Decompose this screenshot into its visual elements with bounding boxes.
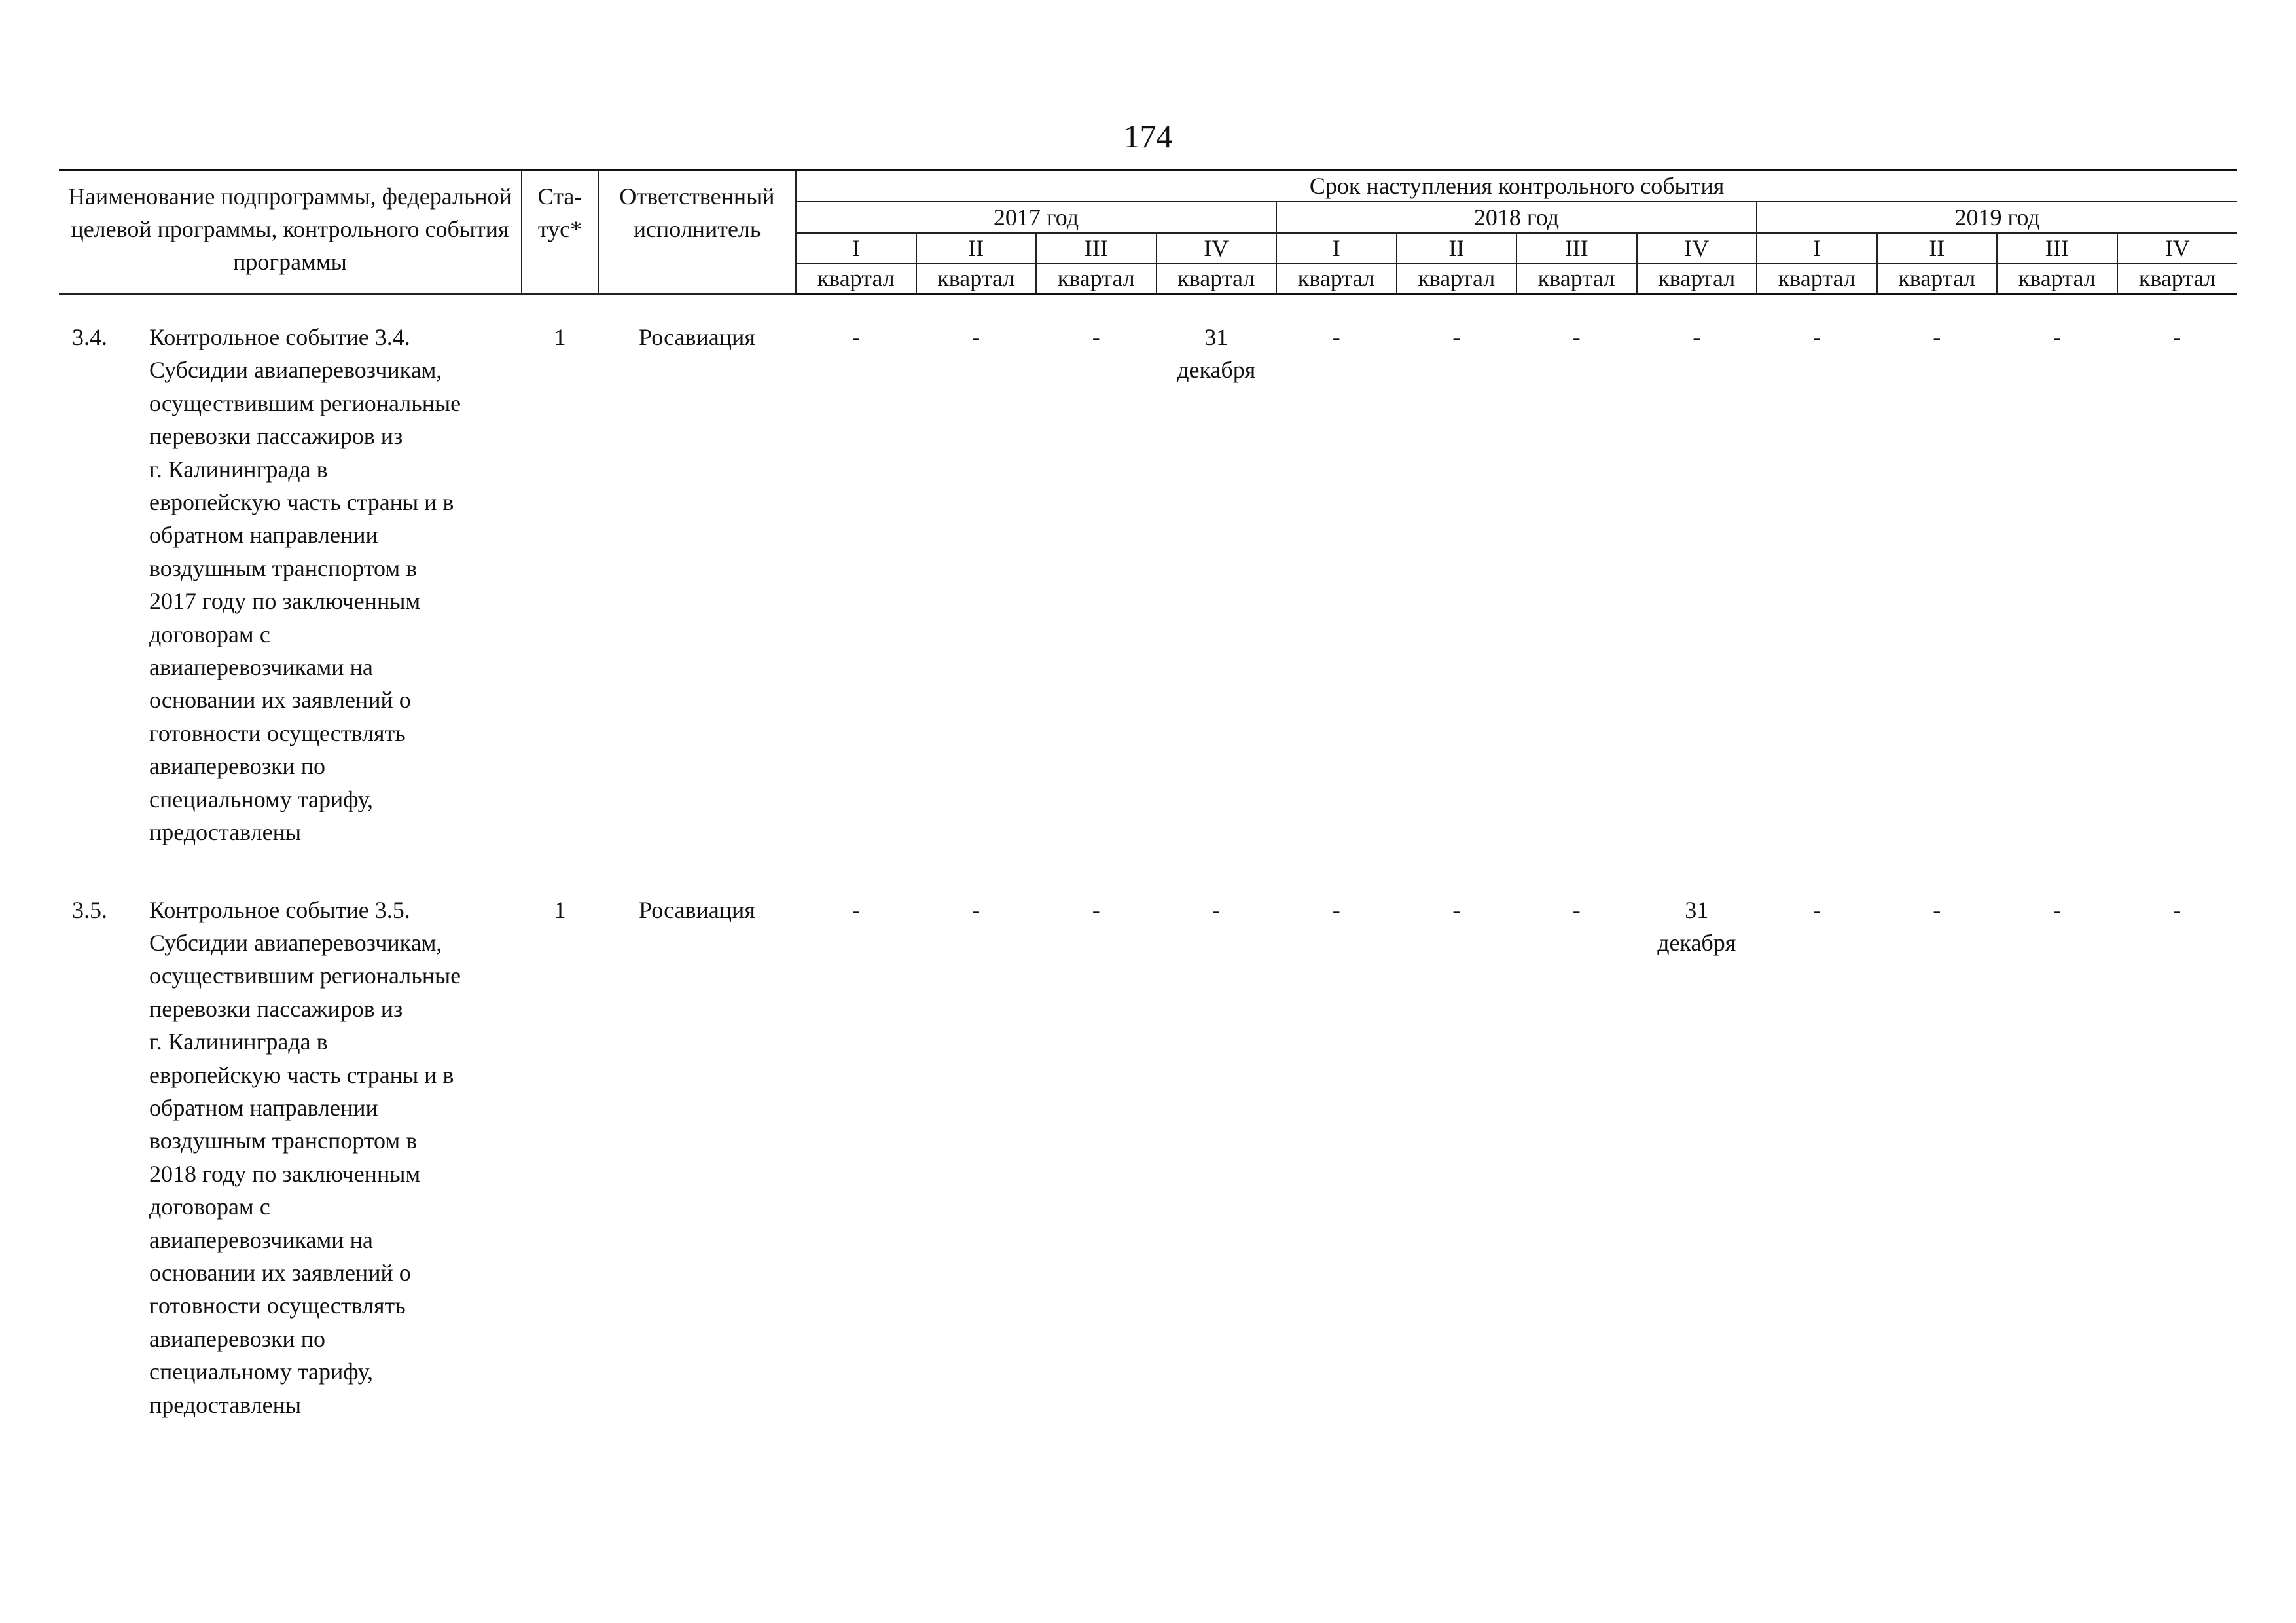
header-quarter-number: I bbox=[1812, 235, 1821, 261]
event-description: Контрольное событие 3.5. Субсидии авиаперевозчикам, осуществившим региональные перевозки пассажиров из г. Калининграда в европейскую часть страны и в обратном направлении воздушным транспортом в 2018 году по заключенным договорам с авиаперевозчиками на основании их заявлений о готовности осуществлять авиаперевозки по специальному тарифу, предоставлены bbox=[149, 896, 461, 1418]
quarter-deadline-cell: - bbox=[2053, 896, 2061, 923]
event-number: 3.5. bbox=[72, 896, 107, 923]
event-status: 1 bbox=[554, 324, 566, 350]
header-quarter-number: III bbox=[1084, 235, 1108, 261]
header-quarter-word: квартал bbox=[2118, 263, 2238, 293]
header-quarter-word: квартал bbox=[917, 263, 1036, 293]
header-quarter bbox=[1877, 233, 1998, 294]
quarter-deadline-cell: - bbox=[2053, 324, 2061, 350]
header-executor-column: Ответственный исполнитель bbox=[598, 170, 796, 294]
quarter-deadline-cell: - bbox=[1092, 324, 1100, 350]
event-executor: Росавиация bbox=[639, 324, 755, 350]
quarter-deadline-cell: - bbox=[1332, 896, 1340, 923]
header-quarter bbox=[1757, 233, 1877, 294]
header-quarter-number: I bbox=[1332, 235, 1340, 261]
quarter-deadline-cell: 31 декабря bbox=[1657, 896, 1736, 956]
table-row bbox=[59, 321, 2237, 849]
header-quarter bbox=[1397, 233, 1517, 294]
quarter-deadline-cell: - bbox=[1092, 896, 1100, 923]
quarter-deadline-cell: - bbox=[1452, 324, 1461, 350]
header-year-2017: 2017 год bbox=[796, 202, 1276, 233]
event-status: 1 bbox=[554, 896, 566, 923]
header-deadline-group: Срок наступления контрольного события bbox=[796, 170, 2237, 202]
header-status-column: Ста-тус* bbox=[522, 170, 598, 294]
header-quarter-word: квартал bbox=[1638, 263, 1757, 293]
header-quarter-number: I bbox=[852, 235, 860, 261]
quarter-deadline-cell: - bbox=[1452, 896, 1461, 923]
event-description: Контрольное событие 3.4. Субсидии авиаперевозчикам, осуществившим региональные перевозки пассажиров из г. Калининграда в европейскую часть страны и в обратном направлении воздушным транспортом в 2017 году по заключенным договорам с авиаперевозчиками на основании их заявлений о готовности осуществлять авиаперевозки по специальному тарифу, предоставлены bbox=[149, 324, 461, 846]
quarter-deadline-cell: - bbox=[1812, 896, 1821, 923]
header-name-column: Наименование подпрограммы, федеральной целевой программы, контрольного события программы bbox=[59, 170, 522, 294]
header-year-2019: 2019 год bbox=[1757, 202, 2237, 233]
header-quarter-number: IV bbox=[1684, 235, 1710, 261]
event-number: 3.4. bbox=[72, 324, 107, 350]
header-quarter-word: квартал bbox=[1157, 263, 1276, 293]
control-events-table bbox=[59, 169, 2237, 1421]
quarter-deadline-cell: - bbox=[972, 896, 980, 923]
header-quarter-number: II bbox=[1448, 235, 1465, 261]
header-quarter bbox=[796, 233, 916, 294]
header-quarter-number: IV bbox=[2164, 235, 2190, 261]
header-quarter-word: квартал bbox=[1037, 263, 1156, 293]
header-quarter bbox=[1157, 233, 1277, 294]
header-quarter-number: II bbox=[1929, 235, 1945, 261]
quarter-deadline-cell: - bbox=[1933, 324, 1941, 350]
header-quarter-number: III bbox=[1564, 235, 1588, 261]
quarter-deadline-cell: - bbox=[852, 324, 860, 350]
quarter-deadline-cell: - bbox=[2173, 324, 2181, 350]
quarter-deadline-cell: 31 декабря bbox=[1177, 324, 1256, 384]
header-quarter bbox=[916, 233, 1037, 294]
header-quarter bbox=[2117, 233, 2238, 294]
quarter-deadline-cell: - bbox=[1812, 324, 1821, 350]
quarter-deadline-cell: - bbox=[1332, 324, 1340, 350]
event-executor: Росавиация bbox=[639, 896, 755, 923]
quarter-deadline-cell: - bbox=[1693, 324, 1701, 350]
event-name-cell bbox=[59, 894, 522, 1422]
header-quarter bbox=[1036, 233, 1157, 294]
header-quarter-word: квартал bbox=[1998, 263, 2117, 293]
header-quarter-word: квартал bbox=[1878, 263, 1997, 293]
page-number: 174 bbox=[1123, 118, 1173, 155]
header-quarter-word: квартал bbox=[1517, 263, 1636, 293]
header-year-2018: 2018 год bbox=[1276, 202, 1757, 233]
header-quarter-word: квартал bbox=[1277, 263, 1396, 293]
header-quarter bbox=[1276, 233, 1397, 294]
quarter-deadline-cell: - bbox=[852, 896, 860, 923]
header-quarter bbox=[1516, 233, 1637, 294]
quarter-deadline-cell: - bbox=[1572, 324, 1581, 350]
header-quarter-word: квартал bbox=[1397, 263, 1516, 293]
quarter-deadline-cell: - bbox=[2173, 896, 2181, 923]
quarter-deadline-cell: - bbox=[1212, 896, 1221, 923]
quarter-deadline-cell: - bbox=[972, 324, 980, 350]
header-quarter-word: квартал bbox=[797, 263, 916, 293]
quarter-deadline-cell: - bbox=[1933, 896, 1941, 923]
table-row bbox=[59, 894, 2237, 1422]
header-quarter-number: III bbox=[2045, 235, 2069, 261]
event-name-cell bbox=[59, 321, 522, 849]
header-quarter-number: II bbox=[968, 235, 984, 261]
quarter-deadline-cell: - bbox=[1572, 896, 1581, 923]
header-quarter bbox=[1997, 233, 2117, 294]
header-quarter-word: квартал bbox=[1757, 263, 1876, 293]
header-quarter-number: IV bbox=[1204, 235, 1229, 261]
header-quarter bbox=[1637, 233, 1757, 294]
